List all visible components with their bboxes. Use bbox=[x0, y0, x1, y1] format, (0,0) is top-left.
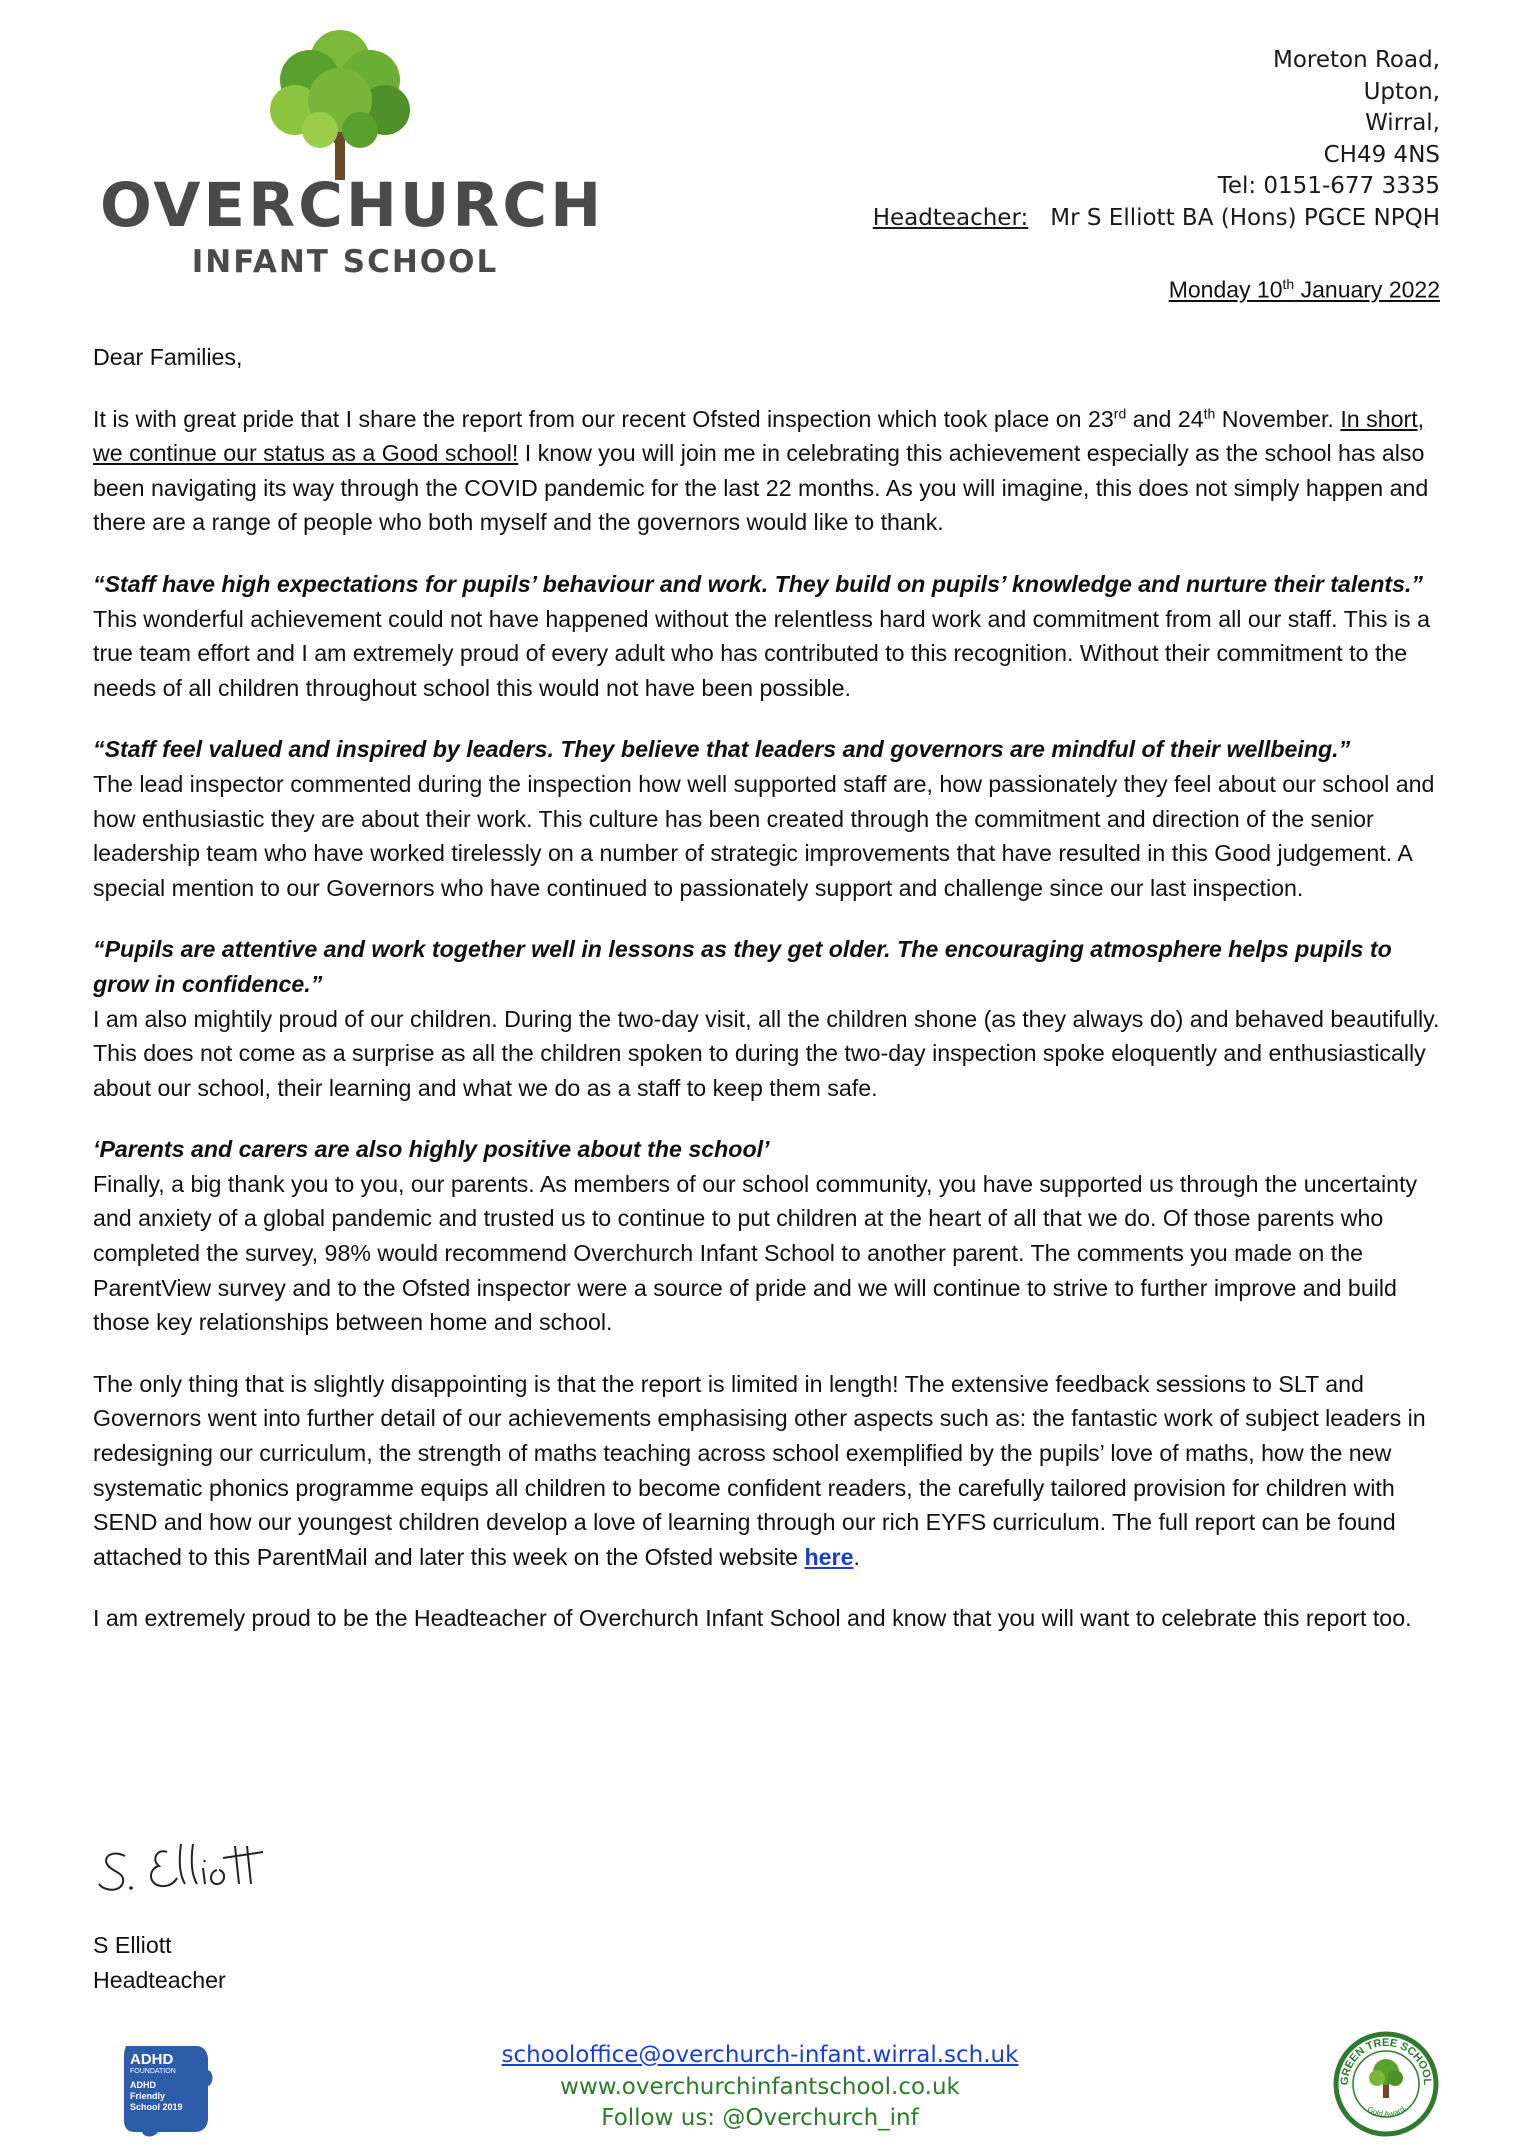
letter-footer bbox=[400, 2040, 1120, 2135]
paragraph-text: I am also mightily proud of our children. During the two-day visit, all the children shone (as they always do) and behaved beautifully. This does not come as a surprise as all the children spoken to during the two-day inspection spoke eloquently and enthusiastically about our school, their learning and what we do as a staff to keep them safe. bbox=[93, 1005, 1440, 1101]
inspection-quote: “Staff feel valued and inspired by leaders. They believe that leaders and governors are mindful of their wellbeing.” bbox=[93, 736, 1351, 763]
superscript: th bbox=[1203, 404, 1216, 421]
svg-text:GREEN TREE SCHOOL: GREEN TREE SCHOOL bbox=[1338, 2036, 1434, 2086]
telephone: Tel: 0151-677 3335 bbox=[1217, 173, 1440, 199]
signatory-name: S Elliott bbox=[93, 1932, 172, 1958]
section-staff bbox=[93, 567, 1445, 705]
text: November. bbox=[1215, 405, 1341, 432]
school-website: www.overchurchinfantschool.co.uk bbox=[560, 2073, 960, 2100]
address-line: Moreton Road, bbox=[1272, 47, 1440, 73]
headteacher-label: Headteacher: bbox=[872, 204, 1029, 231]
headteacher-name: Mr S Elliott BA (Hons) PGCE NPQH bbox=[1050, 204, 1440, 231]
superscript: rd bbox=[1113, 404, 1127, 421]
date-day: Monday 10 bbox=[1168, 276, 1283, 303]
date-month-year: January 2022 bbox=[1294, 276, 1440, 303]
ofsted-report-link[interactable]: here bbox=[804, 1543, 854, 1570]
paragraph-text: Finally, a big thank you to you, our parents. As members of our school community, you have supported us through the uncertainty and anxiety of a global pandemic and trusted us to continue to put children at the heart of all that we do. Of those parents who completed the survey, 98% would recommend Overchurch Infant School to another parent. The comments you made on the ParentView survey and to the Ofsted inspector were a source of pride and we will continue to strive to further improve and build those key relationships between home and school. bbox=[93, 1170, 1418, 1336]
svg-text:ADHD: ADHD bbox=[130, 2051, 174, 2068]
inspection-quote: “Staff have high expectations for pupils’ behaviour and work. They build on pupils’ knowledge and nurture their talents.” bbox=[93, 570, 1424, 597]
school-name: OVERCHURCH bbox=[100, 170, 605, 241]
inspection-quote: ‘Parents and carers are also highly positive about the school’ bbox=[93, 1136, 770, 1163]
paragraph-report bbox=[93, 1367, 1445, 1575]
text: and 24 bbox=[1126, 405, 1204, 432]
school-address bbox=[740, 45, 1440, 234]
date-suffix: th bbox=[1282, 276, 1295, 292]
svg-text:Gold Award: Gold Award bbox=[1365, 2104, 1407, 2119]
text: I know you will join me in celebrating this achievement especially as the school has also been navigating its way through the COVID pandemic for the last 22 months. As you will imagine, this does not simply happen and there are a range of people who both myself and the governors would like to thank. bbox=[93, 440, 1429, 536]
underlined-text: In short, we continue our status as a Good school! bbox=[93, 405, 1425, 467]
svg-text:Friendly: Friendly bbox=[130, 2091, 166, 2101]
letter-body bbox=[93, 340, 1445, 1663]
paragraph-text: The only thing that is slightly disappointing is that the report is limited in length! The extensive feedback sessions to SLT and Governors went into further detail of our achievements emphasising other aspects such as: the fantastic work of subject leaders in redesigning our curriculum, the strength of maths teaching across school exemplified by the pupils’ love of maths, how the new systematic phonics programme equips all children to become confident readers, the carefully tailored provision for children with SEND and how our youngest children develop a love of learning through our rich EYFS curriculum. The full report can be found attached to this ParentMail and later this week on the Ofsted website bbox=[93, 1370, 1426, 1570]
green-tree-school-badge-icon bbox=[1332, 2030, 1440, 2138]
svg-text:ADHD: ADHD bbox=[130, 2080, 156, 2090]
section-parents bbox=[93, 1132, 1445, 1340]
section-pupils bbox=[93, 932, 1445, 1105]
address-line: Upton, bbox=[1363, 78, 1440, 105]
school-subtitle: INFANT SCHOOL bbox=[191, 244, 499, 280]
letter-date bbox=[1169, 276, 1440, 304]
address-line: CH49 4NS bbox=[1323, 141, 1440, 168]
address-line: Wirral, bbox=[1365, 110, 1440, 136]
paragraph-text: This wonderful achievement could not have happened without the relentless hard work and commitment from all our staff. This is a true team effort and I am extremely proud of every adult who has contributed to this recognition. Without their commitment to the needs of all children throughout school this would not have been possible. bbox=[93, 605, 1430, 701]
paragraph-text: The lead inspector commented during the inspection how well supported staff are, how passionately they feel about our school and how enthusiastic they are about their work. This culture has been created through the commitment and direction of the senior leadership team who have worked tirelessly on a number of strategic improvements that have resulted in this Good judgement. A special mention to our Governors who have continued to passionately support and challenge since our last inspection. bbox=[93, 770, 1435, 901]
signatory bbox=[93, 1928, 226, 1997]
svg-text:FOUNDATION: FOUNDATION bbox=[130, 2068, 176, 2075]
text: . bbox=[853, 1543, 860, 1570]
adhd-friendly-school-badge-icon bbox=[118, 2040, 216, 2138]
headteacher-line bbox=[740, 203, 1440, 235]
section-leaders bbox=[93, 732, 1445, 905]
tree-logo-icon bbox=[255, 25, 425, 185]
school-logo bbox=[100, 25, 605, 280]
inspection-quote: “Pupils are attentive and work together well in lessons as they get older. The encouraging atmosphere helps pupils to grow in confidence.” bbox=[93, 936, 1392, 997]
salutation: Dear Families, bbox=[93, 344, 243, 370]
social-handle: Follow us: @Overchurch_inf bbox=[601, 2105, 919, 2131]
paragraph-intro bbox=[93, 402, 1445, 540]
paragraph-closing: I am extremely proud to be the Headteacher of Overchurch Infant School and know that you will want to celebrate this report too. bbox=[93, 1605, 1412, 1632]
text: It is with great pride that I share the report from our recent Ofsted inspection which took place on 23 bbox=[93, 405, 1114, 432]
signatory-role: Headteacher bbox=[93, 1966, 226, 1993]
svg-text:School 2019: School 2019 bbox=[130, 2102, 183, 2112]
handwritten-signature bbox=[95, 1838, 325, 1898]
school-email-link[interactable]: schooloffice@overchurch-infant.wirral.sch.uk bbox=[501, 2042, 1019, 2068]
